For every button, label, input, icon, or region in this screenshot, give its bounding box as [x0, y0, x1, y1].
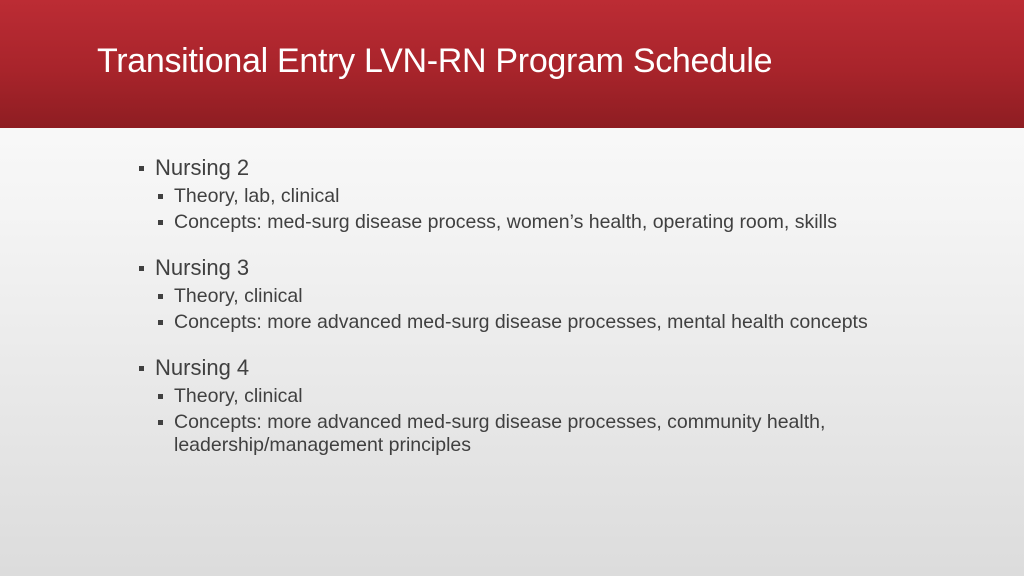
section-heading: Nursing 4 [155, 355, 250, 380]
list-item [155, 285, 896, 308]
bullet-list [136, 154, 896, 457]
list-item-text: Concepts: more advanced med-surg disease processes, community health, leadership/management principles [174, 411, 826, 456]
square-bullet-icon [158, 394, 163, 399]
section-nursing-2 [136, 154, 896, 234]
square-bullet-icon [158, 294, 163, 299]
square-bullet-icon [158, 420, 163, 425]
title-banner [0, 0, 1024, 128]
section-heading: Nursing 3 [155, 255, 250, 280]
list-item-text: Theory, lab, clinical [174, 185, 340, 207]
section-heading: Nursing 2 [155, 155, 250, 180]
list-item [155, 385, 896, 408]
list-item [155, 185, 896, 208]
list-item-text: Theory, clinical [174, 285, 303, 307]
slide-title: Transitional Entry LVN-RN Program Schedule [97, 42, 773, 80]
square-bullet-icon [158, 194, 163, 199]
section-nursing-4 [136, 354, 896, 457]
list-item [155, 411, 896, 457]
section-nursing-3 [136, 254, 896, 334]
square-bullet-icon [139, 366, 144, 371]
square-bullet-icon [158, 220, 163, 225]
list-item-text: Theory, clinical [174, 385, 303, 407]
list-item-text: Concepts: med-surg disease process, women’s health, operating room, skills [174, 211, 837, 233]
list-item [155, 211, 896, 234]
square-bullet-icon [158, 320, 163, 325]
list-item-text: Concepts: more advanced med-surg disease processes, mental health concepts [174, 311, 868, 333]
square-bullet-icon [139, 166, 144, 171]
square-bullet-icon [139, 266, 144, 271]
list-item [155, 311, 896, 334]
